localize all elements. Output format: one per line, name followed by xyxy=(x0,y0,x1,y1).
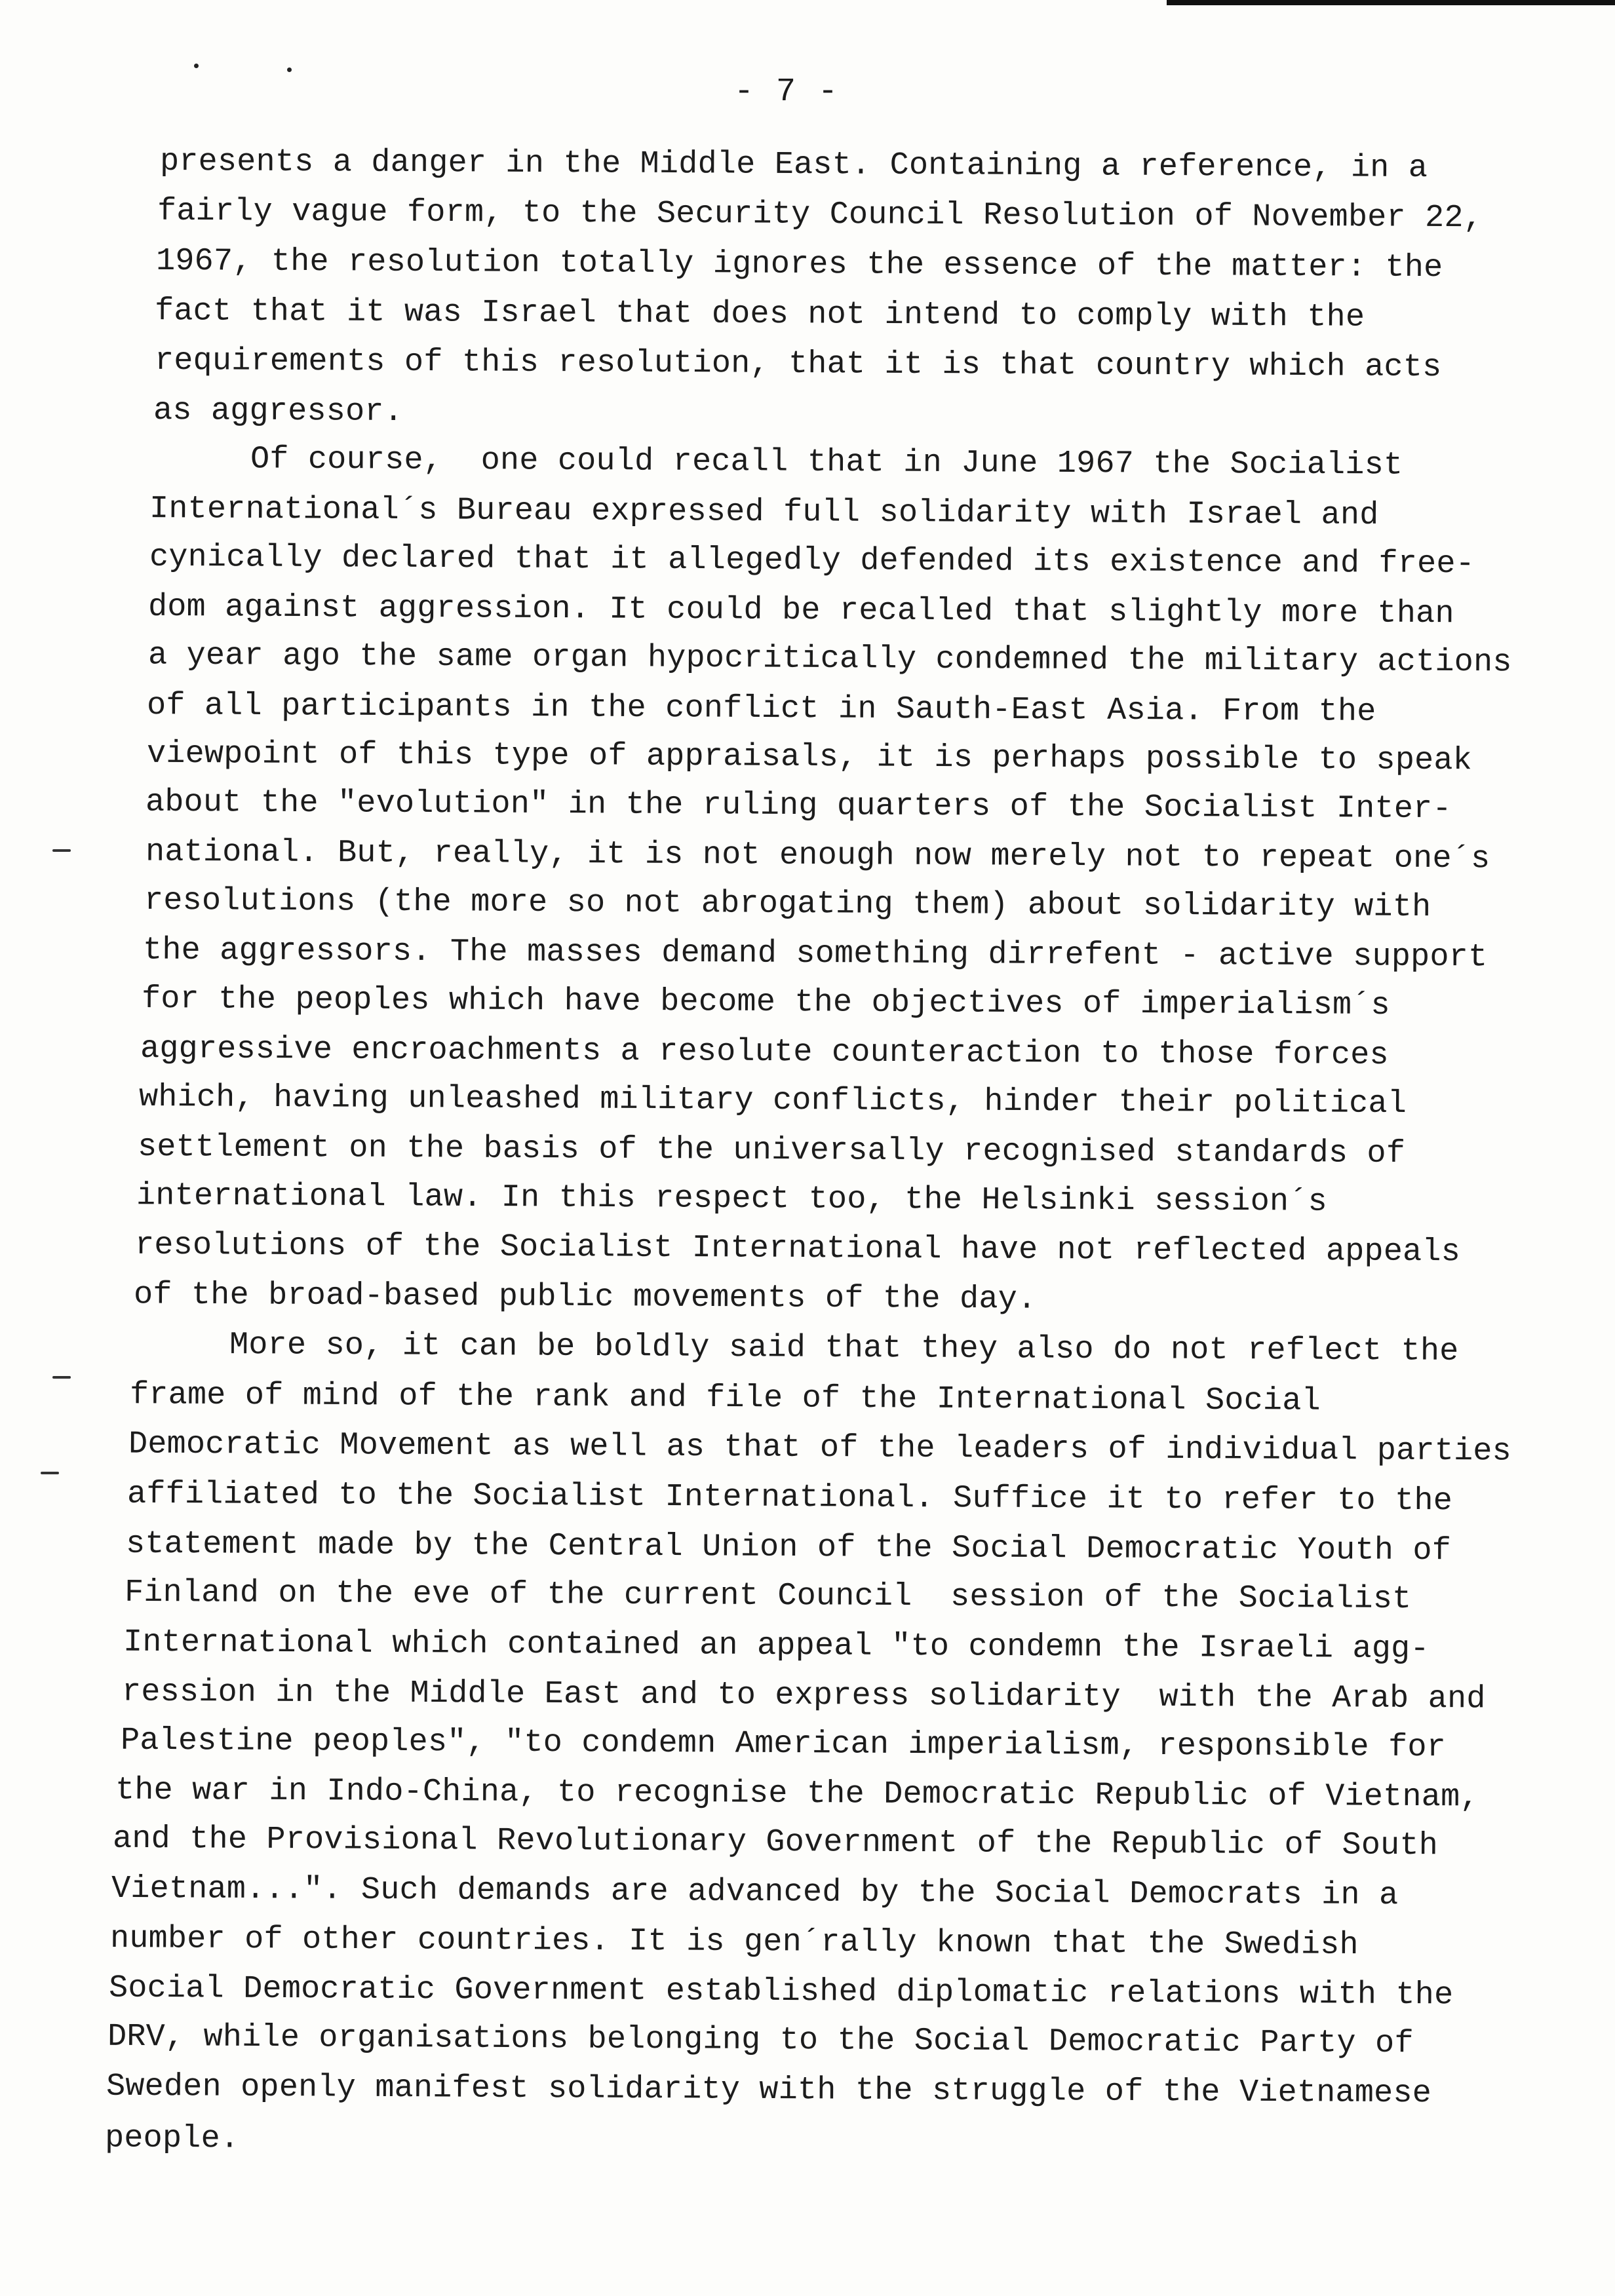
text-line: Social Democratic Government established diplomatic relations with the xyxy=(108,1970,1454,2014)
text-line: Of course, one could recall that in June 1967 the Socialist xyxy=(250,441,1403,484)
page-number: - 7 - xyxy=(734,73,840,111)
text-line: Finland on the eve of the current Council session of the Socialist xyxy=(124,1574,1412,1618)
text-line: Palestine peoples", "to condemn American imperialism, responsible for xyxy=(120,1722,1447,1766)
text-line: people. xyxy=(104,2120,240,2157)
text-line: presents a danger in the Middle East. Containing a reference, in a xyxy=(159,143,1428,187)
text-line: fairly vague form, to the Security Council Resolution of November 22, xyxy=(157,193,1483,237)
text-line: statement made by the Central Union of the Social Democratic Youth of xyxy=(125,1525,1452,1569)
text-line: International which contained an appeal "to condemn the Israeli agg- xyxy=(123,1624,1430,1668)
text-line: DRV, while organisations belonging to the Social Democratic Party of xyxy=(107,2018,1414,2062)
text-line: More so, it can be boldly said that they also do not reflect the xyxy=(229,1327,1459,1369)
text-line: resolutions (the more so not abrogating them) about solidarity with xyxy=(144,882,1431,926)
text-line: affiliated to the Socialist International. Suffice it to refer to the xyxy=(126,1476,1453,1520)
text-line: ression in the Middle East and to express solidarity with the Arab and xyxy=(121,1674,1486,1717)
text-line: 1967, the resolution totally ignores the essence of the matter: the xyxy=(155,242,1443,286)
text-line: a year ago the same organ hypocritically condemned the military actions xyxy=(147,637,1512,681)
text-line: International´s Bureau expressed full solidarity with Israel and xyxy=(149,491,1379,533)
text-line: dom against aggression. It could be recalled that slightly more than xyxy=(147,588,1454,632)
scan-speck xyxy=(287,67,292,72)
text-line: for the peoples which have become the objectives of imperialism´s xyxy=(141,981,1390,1024)
text-line: and the Provisional Revolutionary Government of the Republic of South xyxy=(112,1820,1439,1864)
text-line: resolutions of the Socialist International have not reflected appeals xyxy=(134,1227,1461,1271)
text-line: the aggressors. The masses demand something dirrefent - active support xyxy=(142,932,1488,976)
text-line: number of other countries. It is gen´rally known that the Swedish xyxy=(109,1921,1359,1963)
text-line: about the "evolution" in the ruling quarters of the Socialist Inter- xyxy=(145,784,1452,828)
text-line: of all participants in the conflict in Sauth-East Asia. From the xyxy=(146,687,1376,730)
text-line: as aggressor. xyxy=(153,392,404,430)
margin-mark xyxy=(52,1376,71,1379)
text-line: the war in Indo-China, to recognise the Democratic Republic of Vietnam, xyxy=(115,1772,1479,1816)
text-line: requirements of this resolution, that it is that country which acts xyxy=(154,342,1442,386)
margin-mark xyxy=(52,849,71,852)
text-line: aggressive encroachments a resolute counteraction to those forces xyxy=(140,1031,1389,1073)
text-line: Vietnam...". Such demands are advanced by the Social Democrats in a xyxy=(111,1870,1399,1914)
text-line: Democratic Movement as well as that of the leaders of individual parties xyxy=(128,1426,1512,1470)
text-line: viewpoint of this type of appraisals, it is perhaps possible to speak xyxy=(146,735,1473,779)
top-edge-rule xyxy=(1167,0,1615,5)
text-line: settlement on the basis of the universally recognised standards of xyxy=(137,1128,1406,1172)
text-line: fact that it was Israel that does not intend to comply with the xyxy=(154,293,1365,335)
text-line: Sweden openly manifest solidarity with the struggle of the Vietnamese xyxy=(106,2068,1432,2112)
scan-speck xyxy=(194,64,199,68)
text-line: frame of mind of the rank and file of the International Social xyxy=(129,1377,1321,1419)
text-line: national. But, really, it is not enough now merely not to repeat one´s xyxy=(145,833,1490,877)
text-line: international law. In this respect too, the Helsinki session´s xyxy=(136,1177,1328,1220)
text-line: of the broad-based public movements of the day. xyxy=(133,1276,1037,1318)
margin-mark xyxy=(41,1472,59,1474)
text-line: cynically declared that it allegedly defended its existence and free- xyxy=(149,539,1475,583)
text-line: which, having unleashed military conflicts, hinder their political xyxy=(138,1079,1407,1122)
